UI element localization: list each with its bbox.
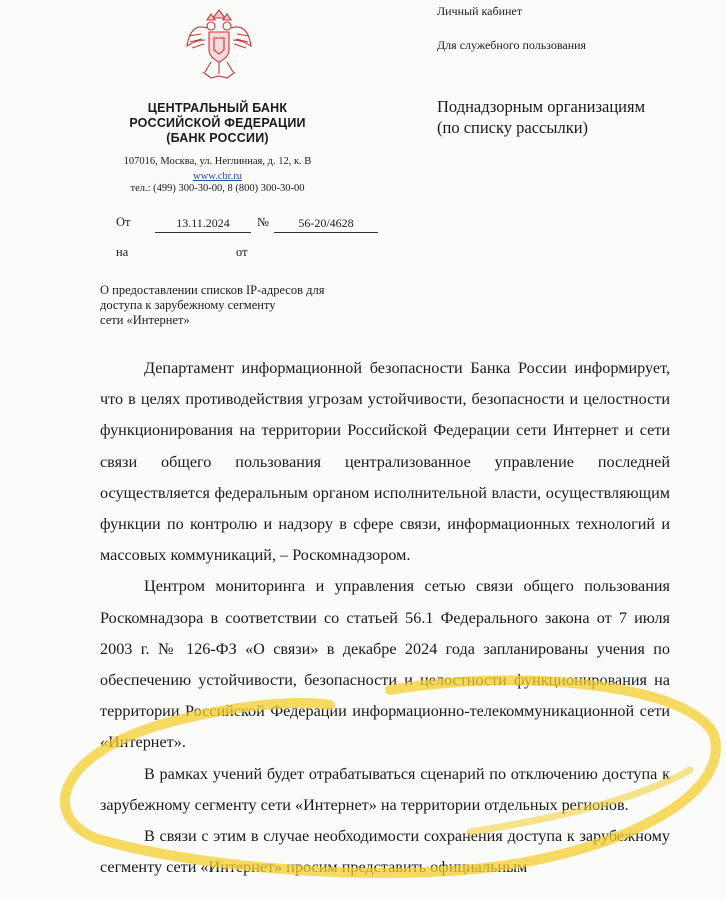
subject-line: О предоставлении списков IP-адресов для xyxy=(100,283,325,297)
subject-line: доступа к зарубежному сегменту xyxy=(100,298,276,312)
addressee xyxy=(437,96,717,138)
cabinet-label: Личный кабинет xyxy=(437,4,522,18)
reply-to-label: на xyxy=(116,245,129,259)
bank-phones: тел.: (499) 300-30-00, 8 (800) 300-30-00 xyxy=(130,183,305,194)
letter-body xyxy=(100,353,670,883)
bank-name-line: РОССИЙСКОЙ ФЕДЕРАЦИИ xyxy=(129,116,306,130)
number-sign: № xyxy=(257,215,269,229)
subject-line: сети «Интернет» xyxy=(100,313,190,327)
bank-name xyxy=(100,101,335,146)
bank-website-link[interactable]: www.cbr.ru xyxy=(193,171,242,182)
body-paragraph: В рамках учений будет отрабатываться сценарий по отключению доступа к зарубежному сегменту сети «Интернет» на территории отдельных регионов. xyxy=(100,764,670,814)
document-date: 13.11.2024 xyxy=(155,216,251,233)
addressee-line: (по списку рассылки) xyxy=(437,118,589,137)
bank-name-line: ЦЕНТРАЛЬНЫЙ БАНК xyxy=(147,101,288,115)
document-number: 56-20/4628 xyxy=(274,216,378,233)
body-paragraph: Центром мониторинга и управления сетью связи общего пользования Роскомнадзора в соответствии со статьей 56.1 Федерального закона от 7 июля 2003 г. № 126-ФЗ «О связи» в декабре 2024 года запланированы учения по обеспечению устойчивости, безопасности и целостности функционирования на территории Российской Федерации информационно-телекоммуникационной сети «Интернет». xyxy=(100,577,670,752)
double-headed-eagle-emblem xyxy=(183,6,255,82)
addressee-line: Поднадзорным организациям xyxy=(437,97,646,116)
from-label: От xyxy=(116,215,131,229)
bank-address: 107016, Москва, ул. Неглинная, д. 12, к. В xyxy=(123,156,312,167)
restricted-label: Для служебного пользования xyxy=(437,38,587,52)
reply-date-label: от xyxy=(236,245,248,259)
bank-name-line: (БАНК РОССИИ) xyxy=(166,131,269,145)
body-paragraph: Департамент информационной безопасности Банка России информирует, что в целях противодействия угрозам устойчивости, безопасности и целостности функционирования на территории Российской Федерации сети Интернет и сети связи общего пользования централизованное управление последней осуществляется федеральным органом исполнительной власти, осуществляющим функции по контролю и надзору в сфере связи, информационных технологий и массовых коммуникаций, – Роскомнадзором. xyxy=(100,359,670,565)
body-paragraph: В связи с этим в случае необходимости сохранения доступа к зарубежному сегменту сети «Интернет» просим представить официальным xyxy=(100,827,670,877)
letter-subject xyxy=(100,283,355,328)
